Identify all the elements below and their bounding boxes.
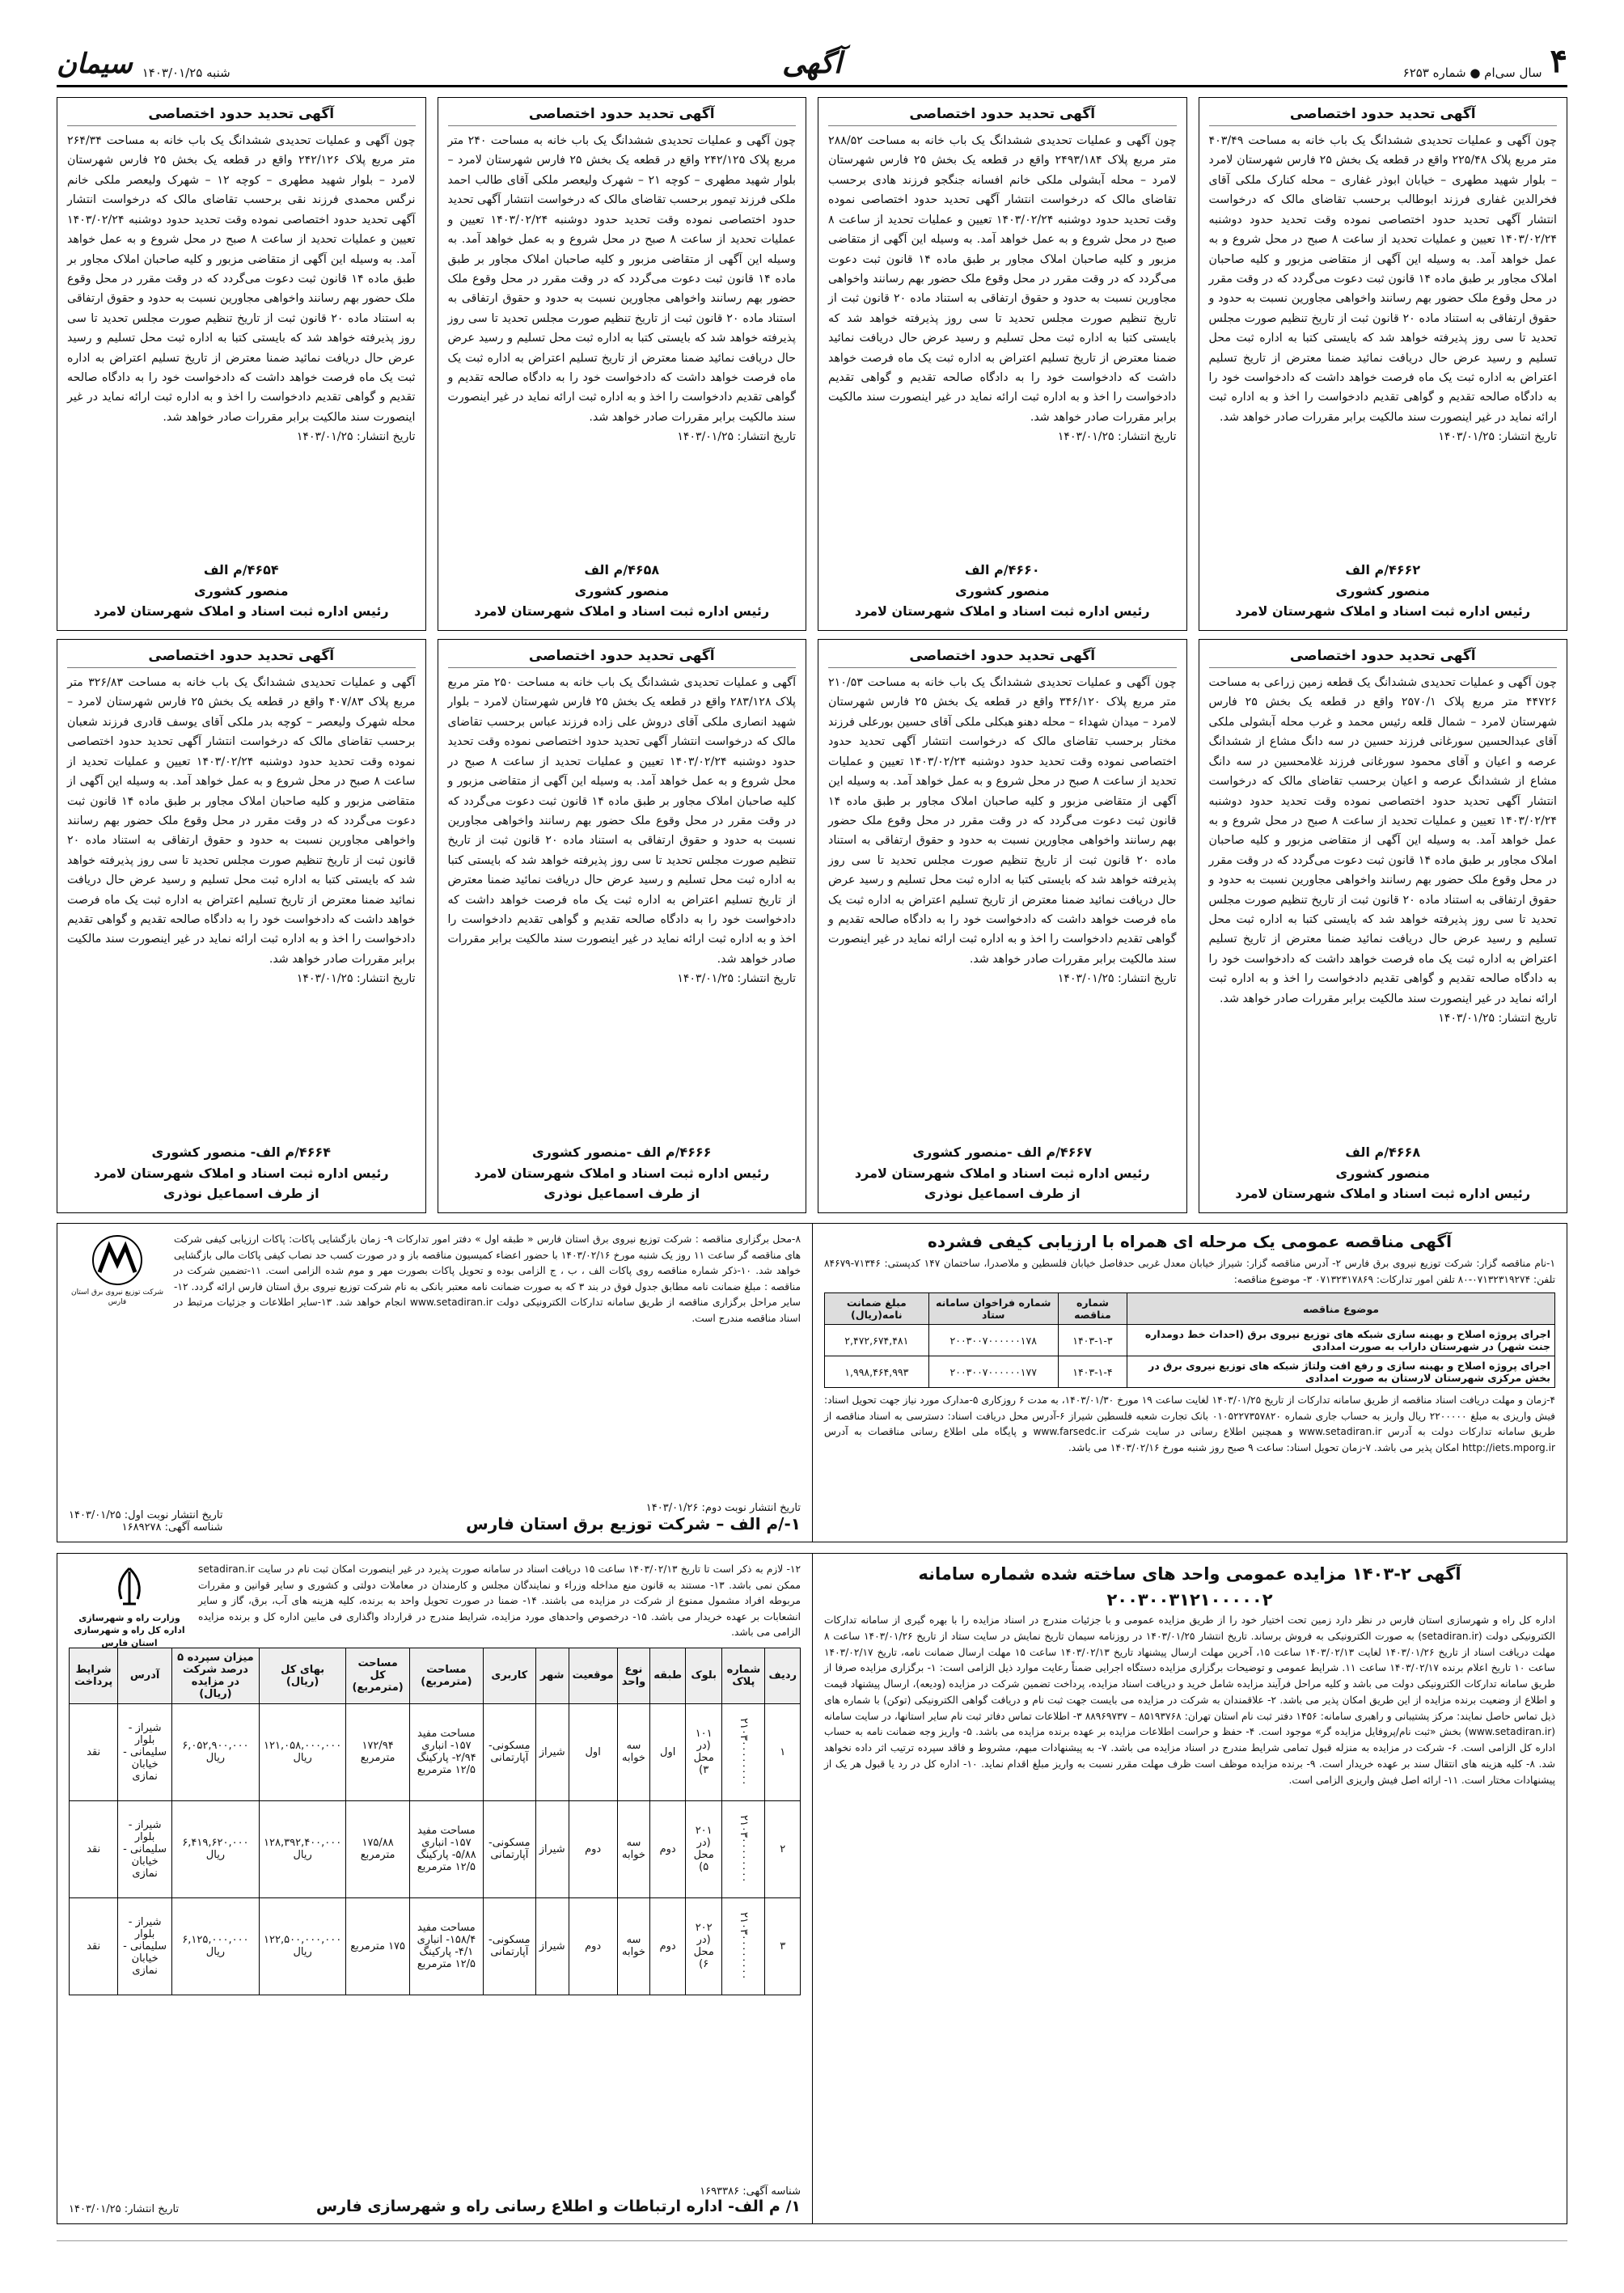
notice-body: چون آگهی و عملیات تحدیدی ششدانگ یک باب خانه به مساحت ۲۶۴/۳۴ متر مربع پلاک ۲۴۲/۱۲۶ واقع در قطعه یک بخش ۲۵ فارس شهرستان لامرد – بلوار شهید مطهری – کوچه ۱۲ – شهرک ولیعصر ملکی خانم نرگس محمدی فرزند نقی برحسب تقاضای مالک که درخواست انتشار آگهی تحدید حدود اختصاصی نموده وقت تحدید حدود دوشنبه ۱۴۰۳/۰۲/۲۴ تعیین و عملیات تحدید از ساعت ۸ صبح در محل شروع و به عمل خواهد آمد. به وسیله این آگهی از متقاضی مزبور و کلیه صاحبان املاک مجاور بر طبق ماده ۱۴ قانون ثبت دعوت می‌گردد که در وقت مقرر در محل وقوع ملک حضور بهم رسانند واخواهی مجاورین نسبت به حدود و حقوق ارتفاقی به استناد ماده ۲۰ قانون ثبت از تاریخ تنظیم صورت مجلس تحدید تا سی روز پذیرفته خواهد شد که بایستی کتبا به اداره ثبت محل تسلیم و رسید عرض حال دریافت نمائید ضمنا معترض از تاریخ تسلیم اعتراض به اداره ثبت یک ماه فرصت خواهد داشت که دادخواست خود را به دادگاه صالحه تقدیم و گواهی تقدیم دادخواست را اخذ و به اداره ثبت ارائه نماید در غیر اینصورت سند مالکیت برابر مقررات صادر خواهد شد. — [67, 134, 416, 424]
tender-ad-id: شناسه آگهی: ۱۶۸۹۲۷۸ — [121, 1521, 223, 1534]
page-number: ۴ — [1550, 42, 1567, 80]
table-row — [70, 1897, 801, 1995]
auction-signer: ۱/ م الف- اداره ارتباطات و اطلاع رسانی راه و شهرسازی فارس — [315, 2198, 801, 2215]
notice-title: آگهی تحدید حدود اختصاصی — [448, 648, 797, 668]
bottom-divider — [57, 2240, 1567, 2241]
tender-intro: ۱-نام مناقصه گزار: شرکت توزیع نیروی برق فارس ۲- آدرس مناقصه گزار: شیراز خیابان معدل غربی حدفاصل خیابان فلسطین و ملاصدرا، ساختمان ۱۴۷ کدپستی: ۷۱۳۴۶-۸۴۶۷۹ تلفن: ۰۷۱۳۲۳۱۹۲۷۴-۸۰ تلفن امور تدارکات: ۰۷۱۳۲۳۱۷۸۶۹ ۳- موضوع مناقصه: — [824, 1258, 1555, 1285]
table-row — [825, 1325, 1555, 1356]
table-header: میزان سپرده ۵ درصد شرکت در مزایده (ریال) — [171, 1648, 259, 1703]
table-cell: اجرای پروژه اصلاح و بهینه سازی و رفع افت ولتاژ شبکه های توزیع نیروی برق در بخش مرکزی شهرستان لارستان به صورت امدادی — [1127, 1356, 1555, 1388]
table-cell: ۱۴۰۳-۱-۴ — [1058, 1356, 1127, 1388]
table-cell: اول — [650, 1703, 686, 1800]
notice-title: آگهی تحدید حدود اختصاصی — [1209, 106, 1558, 126]
tender-notice — [57, 1223, 1567, 1542]
table-cell: سه خوابه — [617, 1800, 650, 1897]
company-label: شرکت توزیع نیروی برق استان فارس — [70, 1288, 163, 1306]
tender-date-first: تاریخ انتشار نوبت اول: ۱۴۰۳/۰۱/۲۵ — [69, 1509, 223, 1521]
notice-title: آگهی تحدید حدود اختصاصی — [1209, 648, 1558, 668]
table-cell: ۲۰۱ (در محل ۵) — [686, 1800, 722, 1897]
tender-footer — [69, 1502, 801, 1534]
masthead — [57, 42, 1567, 87]
table-header: مساحت (مترمربع) — [409, 1648, 483, 1703]
notice-body: چون آگهی و عملیات تحدیدی ششدانگ یک باب خانه به مساحت ۴۰۳/۴۹ متر مربع پلاک ۲۲۵/۴۸ واقع در قطعه یک بخش ۲۵ فارس شهرستان لامرد – بلوار شهید مطهری – خیابان ابوذر غفاری – محله کنارک ملکی آقای فخرالدین غفاری فرزند ابوطالب برحسب تقاضای مالک که درخواست انتشار آگهی تحدید حدود اختصاصی نموده وقت تحدید حدود دوشنبه ۱۴۰۳/۰۲/۲۴ تعیین و عملیات تحدید از ساعت ۸ صبح در محل شروع و به عمل خواهد آمد. به وسیله این آگهی از متقاضی مزبور و کلیه صاحبان املاک مجاور بر طبق ماده ۱۴ قانون ثبت دعوت می‌گردد که در وقت مقرر در محل وقوع ملک حضور بهم رسانند واخواهی مجاورین نسبت به حدود و حقوق ارتفاقی به استناد ماده ۲۰ قانون ثبت از تاریخ تنظیم صورت مجلس تحدید تا سی روز پذیرفته خواهد شد که بایستی کتبا به اداره ثبت محل تسلیم و رسید عرض حال دریافت نمائید ضمنا معترض از تاریخ تسلیم اعتراض به اداره ثبت یک ماه فرصت خواهد داشت که دادخواست خود را به دادگاه صالحه تقدیم و گواهی تقدیم دادخواست را اخذ و به اداره ثبت ارائه نماید در غیر اینصورت سند مالکیت برابر مقررات صادر خواهد شد. — [1208, 134, 1558, 424]
table-cell: اجرای پروژه اصلاح و بهینه سازی شبکه های توزیع نیروی برق (احداث خط دومداره جنت شهر) در شهرستان داراب به صورت امدادی — [1127, 1325, 1555, 1356]
table-cell: شیراز - بلوار سلیمانی - خیابان نمازی — [118, 1897, 172, 1995]
tender-notes: ۴-زمان و مهلت دریافت اسناد مناقصه از طریق سامانه تدارکات از تاریخ ۱۴۰۳/۰۱/۲۵ لغایت ساعت ۱۹ مورخ ۱۴۰۳/۰۱/۳۰، به مدت ۶ روزکاری ۵-مدارک مورد نیاز جهت تحویل اسناد: فیش واریزی به مبلغ ۲۲۰۰۰۰۰ ریال واریز به حساب جاری شماره ۰۱۰۵۲۲۷۳۵۷۸۲۰ بانک تجارت شعبه فلسطین شیراز ۶-آدرس محل دریافت اسناد: دسترسی به اسناد مناقصه از طریق سامانه تدارکات دولت به آدرس www.setadiran.ir و همچنین اطلاع رسانی در سایت شرکت www.farsedc.ir و پایگاه ملی اطلاع رسانی مناقصات به آدرس http://iets.mporg.ir امکان پذیر می باشد. ۷-زمان تحویل اسناد: ساعت ۹ صبح روز شنبه مورخ ۱۴۰۳/۰۲/۱۶ می باشد. — [824, 1394, 1556, 1453]
table-cell: مسکونی- آپارتمانی — [483, 1897, 535, 1995]
notices-row-2 — [57, 639, 1567, 1213]
emblem-line: اداره کل راه و شهرسازی استان فارس — [74, 1625, 185, 1648]
table-cell: ۲۰۰۳۰۰۷۰۰۰۰۰۰۱۷۷ — [928, 1356, 1058, 1388]
masthead-left — [57, 48, 230, 80]
auction-notice — [57, 1553, 1567, 2224]
auction-intro: اداره کل راه و شهرسازی استان فارس در نظر دارد زمین تحت اختیار خود را از طریق مزایده عمومی و با جزئیات مندرج در اسناد مزایده را با بهره گیری از سامانه تدارکات الکترونیکی دولت (setadiran.ir) به صورت الکترونیکی به فروش برساند. تاریخ انتشار ۱۴۰۳/۰۱/۲۵ در روزنامه سیمان تاریخ نمایش در سایت ستاد از تاریخ ۱۴۰۳/۰۱/۲۶ ساعت ۸ مهلت دریافت اسناد از تاریخ ۱۴۰۳/۰۱/۲۶ لغایت ۱۴۰۳/۰۲/۱۳ ساعت ۱۵، آخرین مهلت ارسال پیشنهاد تاریخ ۱۴۰۳/۰۲/۱۳ ساعت ۱۵ مهلت ارسال ضمانت نامه، تاریخ ۱۴۰۳/۰۲/۱۷ ساعت ۱۰ تاریخ اعلام برنده ۱۴۰۳/۰۲/۱۷ ساعت ۱۱. شرایط عمومی و توضیحات برگزاری مزایده دستگاه اجرایی ضمناً رعایت موارد ذیل الزامی است: ۱- برگزاری مزایده صرفا از طریق سامانه تدارکات الکترونیکی دولت می باشد و کلیه مراحل فرآیند مزایده شامل خرید و دریافت اسناد مزایده، پرداخت تضمین شرکت در مزایده (ودیعه)، ارسال پیشنهاد قیمت و اطلاع از وضعیت برنده مزایده از این طریق امکان پذیر می باشد. ۲- علاقمندان به شرکت در مزایده می بایست جهت ثبت نام و دریافت گواهی الکترونیکی (توکن) با شماره های ذیل تماس حاصل نمایند: مرکز پشتیبانی و راهبری سامانه: ۱۴۵۶ دفتر ثبت نام استان تهران: ۸۵۱۹۳۷۶۸ – ۸۸۹۶۹۷۳۷ ۳- اطلاعات تماس دفاتر ثبت نام سایر استانها، در سایت سامانه (www.setadiran.ir) بخش «ثبت نام/پروفایل مزایده گر» موجود است. ۴- حفظ و حراست اطلاعات مزایده بر عهده برنده مزایده می باشد. ۵- واریز وجه ضمانت نامه به حساب اداره کل الزامی است. ۶- شرکت در مزایده به منزله قبول تمامی شرایط مندرج در اسناد مزایده می باشد. ۷- به پیشنهادات مبهم، مشروط و فاقد سپرده ترتیب اثر داده نخواهد شد. ۸- کلیه هزینه های انتقال سند بر عهده خریدار است. ۹- برنده مزایده موظف است ظرف مهلت مقرر نسبت به واریز مبلغ اقدام نماید. ۱۰- اداره کل در رد یا قبول هر یک از پیشنهادات مختار است. ۱۱- ارائه اصل فیش واریزی الزامی است. — [824, 1614, 1556, 1786]
notice-extra: از طرف اسماعیل نوذری — [163, 1186, 319, 1202]
notice-title: آگهی تحدید حدود اختصاصی — [828, 106, 1177, 126]
table-cell: ۱۴۰۳-۱-۳ — [1058, 1325, 1127, 1356]
table-cell: ۲ — [765, 1800, 801, 1897]
issue-date: شنبه ۱۴۰۳/۰۱/۲۵ — [142, 66, 230, 80]
ministry-emblem — [69, 1563, 190, 1649]
auction-signature-block — [316, 2185, 801, 2215]
notice-title: آگهی تحدید حدود اختصاصی — [67, 648, 416, 668]
table-header: بلوک — [686, 1648, 722, 1703]
notice-role: رئیس اداره ثبت اسناد و املاک شهرستان لامرد — [1235, 603, 1531, 620]
notice-role: رئیس اداره ثبت اسناد و املاک شهرستان لامرد — [1235, 1186, 1531, 1202]
table-cell: ۱۲۸,۳۹۲,۴۰۰,۰۰۰ ریال — [259, 1800, 345, 1897]
notice-role: رئیس اداره ثبت اسناد و املاک شهرستان لامرد — [474, 603, 770, 620]
auction-table — [69, 1648, 801, 1995]
table-header: نوع واحد — [617, 1648, 650, 1703]
notice — [1199, 97, 1568, 631]
table-cell: سه خوابه — [617, 1703, 650, 1800]
table-header: طبقه — [650, 1648, 686, 1703]
table-row — [825, 1356, 1555, 1388]
notice-date: تاریخ انتشار: ۱۴۰۳/۰۱/۲۵ — [1438, 1012, 1557, 1026]
table-header: آدرس — [118, 1648, 172, 1703]
table-cell: نقد — [70, 1800, 118, 1897]
table-cell: مساحت مفید ۱۵۷- انباری ۵/۸۸- پارکینگ ۱۲/۵ مترمربع — [409, 1800, 483, 1897]
notice-body: چون آگهی و عملیات تحدیدی ششدانگ یک باب خانه به مساحت ۲۱۰/۵۳ متر مربع پلاک ۳۴۶/۱۲۰ واقع در قطعه یک بخش ۲۵ فارس شهرستان لامرد – میدان شهداء – محله دهنو هبکلی ملکی آقای حسین بورعلی فرزند مختار برحسب تقاضای مالک که درخواست انتشار آگهی تحدید حدود اختصاصی نموده وقت تحدید حدود دوشنبه ۱۴۰۳/۰۲/۲۴ تعیین و عملیات تحدید از ساعت ۸ صبح در محل شروع و به عمل خواهد آمد. به وسیله این آگهی از متقاضی مزبور و کلیه صاحبان املاک مجاور بر طبق ماده ۱۴ قانون ثبت دعوت می‌گردد که در وقت مقرر در محل وقوع ملک حضور بهم رسانند واخواهی مجاورین نسبت به حدود و حقوق ارتفاقی به استناد ماده ۲۰ قانون ثبت از تاریخ تنظیم صورت مجلس تحدید تا سی روز پذیرفته خواهد شد که بایستی کتبا به اداره ثبت محل تسلیم و رسید عرض حال دریافت نمائید ضمنا معترض از تاریخ تسلیم اعتراض به اداره ثبت یک ماه فرصت خواهد داشت که دادخواست خود را به دادگاه صالحه تقدیم و گواهی تقدیم دادخواست را اخذ و به اداره ثبت ارائه نماید در غیر اینصورت سند مالکیت برابر مقررات صادر خواهد شد. — [828, 676, 1177, 966]
table-cell: ۶,۴۱۹,۶۲۰,۰۰۰ ریال — [171, 1800, 259, 1897]
tender-left-column — [57, 1224, 812, 1542]
table-cell: نقد — [70, 1703, 118, 1800]
table-header-row — [70, 1648, 801, 1703]
emblem-line: وزارت راه و شهرسازی — [78, 1613, 180, 1623]
table-cell: ۲,۴۷۲,۶۷۴,۴۸۱ — [825, 1325, 929, 1356]
notice — [438, 97, 807, 631]
auction-footer — [69, 2179, 801, 2215]
table-cell: ۶,۰۵۲,۹۰۰,۰۰۰ ریال — [171, 1703, 259, 1800]
notice-date: تاریخ انتشار: ۱۴۰۳/۰۱/۲۵ — [1057, 972, 1177, 986]
table-cell: ۶,۱۲۵,۰۰۰,۰۰۰ ریال — [171, 1897, 259, 1995]
tender-date-second: تاریخ انتشار نوبت دوم: ۱۴۰۳/۰۱/۲۶ — [645, 1502, 801, 1514]
auction-date: تاریخ انتشار: ۱۴۰۳/۰۱/۲۵ — [69, 2203, 180, 2215]
table-cell: ۳ — [765, 1897, 801, 1995]
tender-right-column — [812, 1224, 1567, 1542]
table-header: ردیف — [765, 1648, 801, 1703]
notice-number: ۴۶۶۲/م الف — [1345, 562, 1421, 578]
table-cell: شیراز - بلوار سلیمانی - خیابان نمازی — [118, 1703, 172, 1800]
notice-title: آگهی تحدید حدود اختصاصی — [448, 106, 797, 126]
notice-number: ۴۶۵۴/م الف — [203, 562, 279, 578]
notice-number: ۴۶۶۰/م الف — [964, 562, 1040, 578]
table-header: شماره پلاک — [722, 1648, 765, 1703]
table-cell: مسکونی- آپارتمانی — [483, 1800, 535, 1897]
notice-signer: منصور کشوری — [1335, 1165, 1430, 1181]
notice-date: تاریخ انتشار: ۱۴۰۳/۰۱/۲۵ — [296, 972, 416, 986]
notice-signature — [67, 560, 416, 622]
table-cell: شیراز — [535, 1703, 569, 1800]
notice-body: آگهی و عملیات تحدیدی ششدانگ یک باب خانه به مساحت ۲۵۰ متر مربع پلاک ۲۸۳/۱۲۸ واقع در قطعه یک بخش ۲۵ فارس شهرستان لامرد – بلوار شهید انصاری ملکی آقای دروش علی زاده فرزند عباس برحسب تقاضای مالک که درخواست انتشار آگهی تحدید حدود اختصاصی نموده وقت تحدید حدود دوشنبه ۱۴۰۳/۰۲/۲۴ تعیین و عملیات تحدید از ساعت ۸ صبح در محل شروع و به عمل خواهد آمد. به وسیله این آگهی از متقاضی مزبور و کلیه صاحبان املاک مجاور بر طبق ماده ۱۴ قانون ثبت دعوت می‌گردد که در وقت مقرر در محل وقوع ملک حضور بهم رسانند واخواهی مجاورین نسبت به حدود و حقوق ارتفاقی به استناد ماده ۲۰ قانون ثبت از تاریخ تنظیم صورت مجلس تحدید تا سی روز پذیرفته خواهد شد که بایستی کتبا به اداره ثبت محل تسلیم و رسید عرض حال دریافت نمائید ضمنا معترض از تاریخ تسلیم اعتراض به اداره ثبت یک ماه فرصت خواهد داشت که دادخواست خود را به دادگاه صالحه تقدیم و گواهی تقدیم دادخواست را اخذ و به اداره ثبت ارائه نماید در غیر اینصورت سند مالکیت برابر مقررات صادر خواهد شد. — [447, 676, 797, 966]
table-cell: ۱۰۱ (در محل ۳) — [686, 1703, 722, 1800]
table-header: شهر — [535, 1648, 569, 1703]
auction-ad-id: شناسه آگهی: ۱۶۹۳۳۸۶ — [700, 2185, 801, 2198]
notice-number: ۴۶۶۷/م الف -منصور کشوری — [912, 1144, 1092, 1161]
table-cell: ۱۷۲/۹۴ مترمربع — [346, 1703, 410, 1800]
table-cell: مسکونی- آپارتمانی — [483, 1703, 535, 1800]
masthead-right — [1403, 42, 1567, 80]
table-header: موقعیت — [569, 1648, 617, 1703]
table-cell: ۲۱۰۳۰۰۰۰۰۰۰۰ — [722, 1703, 765, 1800]
auction-notes: ۱۲- لازم به ذکر است تا تاریخ ۱۴۰۳/۰۲/۱۳ ساعت ۱۵ دریافت اسناد در سامانه صورت پذیرد در غیر اینصورت امکان ثبت نام در سایت setadiran.ir ممکن نمی باشد. ۱۳- مستند به قانون منع مداخله وزراء و نمایندگان مجلس و کارمندان در معاملات دولتی و کشوری و سایر قوانین و مقررات مربوطه افراد مشمول ممنوع از شرکت در مزایده می باشند. ۱۴- ضمنا در صورت تحویل واحد به برنده، کلیه هزینه های آب، برق، گاز و سایر انشعابات بر عهده خریدار می باشد. ۱۵- درخصوص واحدهای مورد مزایده، شرایط مندرج در قرارداد واگذاری فی مابین اداره کل و برنده مزایده الزامی می باشد. — [198, 1563, 801, 1639]
notice-number: ۴۶۶۴/م الف- منصور کشوری — [151, 1144, 331, 1161]
notice-date: تاریخ انتشار: ۱۴۰۳/۰۱/۲۵ — [1438, 430, 1557, 444]
notice-signer: منصور کشوری — [1335, 582, 1430, 599]
table-cell: ۱,۹۹۸,۴۶۴,۹۹۳ — [825, 1356, 929, 1388]
notice-body: آگهی و عملیات تحدیدی ششدانگ یک باب خانه به مساحت ۳۲۶/۸۳ متر مربع پلاک ۴۰۷/۸۳ واقع در قطعه یک بخش ۲۵ فارس شهرستان لامرد – محله شهرک ولیعصر – کوچه بدر ملکی آقای یوسف قادری فرزند شعبان برحسب تقاضای مالک که درخواست انتشار آگهی تحدید حدود اختصاصی نموده وقت تحدید حدود دوشنبه ۱۴۰۳/۰۲/۲۴ تعیین و عملیات تحدید از ساعت ۸ صبح در محل شروع و به عمل خواهد آمد. به وسیله این آگهی از متقاضی مزبور و کلیه صاحبان املاک مجاور بر طبق ماده ۱۴ قانون ثبت دعوت می‌گردد که در وقت مقرر در محل وقوع ملک حضور بهم رسانند واخواهی مجاورین نسبت به حدود و حقوق ارتفاقی به استناد ماده ۲۰ قانون ثبت از تاریخ تنظیم صورت مجلس تحدید تا سی روز پذیرفته خواهد شد که بایستی کتبا به اداره ثبت محل تسلیم و رسید عرض حال دریافت نمائید ضمنا معترض از تاریخ تسلیم اعتراض به اداره ثبت یک ماه فرصت خواهد داشت که دادخواست خود را به دادگاه صالحه تقدیم و گواهی تقدیم دادخواست را اخذ و به اداره ثبت ارائه نماید در غیر اینصورت سند مالکیت برابر مقررات صادر خواهد شد. — [67, 676, 416, 966]
table-cell: شیراز — [535, 1897, 569, 1995]
auction-left-column — [57, 1554, 812, 2223]
table-cell: دوم — [650, 1800, 686, 1897]
notice-role: رئیس اداره ثبت اسناد و املاک شهرستان لامرد — [854, 603, 1150, 620]
notice-date: تاریخ انتشار: ۱۴۰۳/۰۱/۲۵ — [296, 430, 416, 444]
notice-number: ۴۶۶۸/م الف — [1345, 1144, 1421, 1161]
tender-signature — [466, 1502, 801, 1534]
notice-signature — [1209, 560, 1558, 622]
notice-signer: منصور کشوری — [193, 582, 289, 599]
table-cell: ۱۷۵ مترمربع — [346, 1897, 410, 1995]
iran-emblem-icon — [105, 1563, 154, 1612]
notice-signature — [828, 1142, 1177, 1204]
table-header: شماره فراخوان سامانه ستاد — [928, 1293, 1058, 1325]
notice-date: تاریخ انتشار: ۱۴۰۳/۰۱/۲۵ — [1057, 430, 1177, 444]
tender-meta — [69, 1509, 222, 1534]
year-issue: سال سی‌ام ● شماره ۶۲۵۳ — [1402, 66, 1542, 80]
newspaper-logo: سیمان — [57, 48, 133, 80]
notices-row-1 — [57, 97, 1567, 631]
table-header: مبلغ ضمانت نامه(ریال) — [825, 1293, 929, 1325]
table-header: مساحت کل (مترمربع) — [346, 1648, 410, 1703]
tender-table — [824, 1292, 1555, 1388]
notice — [818, 639, 1187, 1213]
notice — [57, 639, 426, 1213]
notice-role: رئیس اداره ثبت اسناد و املاک شهرستان لامرد — [474, 1165, 770, 1181]
section-title: آگهی — [782, 46, 842, 80]
notice-signature — [448, 1142, 797, 1204]
table-row — [70, 1703, 801, 1800]
notice-extra: از طرف اسماعیل نوذری — [543, 1186, 700, 1202]
tender-title: آگهی مناقصه عمومی یک مرحله ای همراه با ارزیابی کیفی فشرده — [928, 1232, 1452, 1251]
notice-signature — [67, 1142, 416, 1204]
table-header: موضوع مناقصه — [1127, 1293, 1555, 1325]
notice-role: رئیس اداره ثبت اسناد و املاک شهرستان لامرد — [854, 1165, 1150, 1181]
table-cell: سه خوابه — [617, 1897, 650, 1995]
table-cell: دوم — [569, 1800, 617, 1897]
electricity-company-logo-icon — [85, 1232, 150, 1288]
table-cell: ۱۷۵/۸۸ مترمربع — [346, 1800, 410, 1897]
table-cell: ۲۰۰۳۰۰۷۰۰۰۰۰۰۱۷۸ — [928, 1325, 1058, 1356]
notice-number: ۴۶۶۶/م الف -منصور کشوری — [532, 1144, 712, 1161]
table-cell: دوم — [650, 1897, 686, 1995]
notice-body: چون آگهی و عملیات تحدیدی ششدانگ یک باب خانه به مساحت ۲۴۰ متر مربع پلاک ۲۴۲/۱۲۵ واقع در قطعه یک بخش ۲۵ فارس شهرستان لامرد – بلوار شهید مطهری – کوچه ۲۱ – شهرک ولیعصر ملکی آقای طالب احمد ملکی فرزند تیمور برحسب تقاضای مالک که درخواست انتشار آگهی تحدید حدود اختصاصی نموده وقت تحدید حدود دوشنبه ۱۴۰۳/۰۲/۲۴ تعیین و عملیات تحدید از ساعت ۸ صبح در محل شروع و به عمل خواهد آمد. به وسیله این آگهی از متقاضی مزبور و کلیه صاحبان املاک مجاور بر طبق ماده ۱۴ قانون ثبت دعوت می‌گردد که در وقت مقرر در محل وقوع ملک حضور بهم رسانند واخواهی مجاورین نسبت به حدود و حقوق ارتفاقی به استناد ماده ۲۰ قانون ثبت از تاریخ تنظیم صورت مجلس تحدید تا سی روز پذیرفته خواهد شد که بایستی کتبا به اداره ثبت محل تسلیم و رسید عرض حال دریافت نمائید ضمنا معترض از تاریخ تسلیم اعتراض به اداره ثبت یک ماه فرصت خواهد داشت که دادخواست خود را به دادگاه صالحه تقدیم و گواهی تقدیم دادخواست را اخذ و به اداره ثبت ارائه نماید در غیر اینصورت سند مالکیت برابر مقررات صادر خواهد شد. — [447, 134, 796, 424]
notice-signer: منصور کشوری — [574, 582, 669, 599]
auction-title-number: ۲۰۰۳۰۰۳۱۲۱۰۰۰۰۰۲ — [1106, 1589, 1273, 1610]
notice — [818, 97, 1187, 631]
table-cell: مساحت مفید ۱۵۸/۴- انباری ۴/۱- پارکینگ ۱۲/۵ مترمربع — [409, 1897, 483, 1995]
notice — [1199, 639, 1568, 1213]
notice-role: رئیس اداره ثبت اسناد و املاک شهرستان لامرد — [93, 603, 389, 620]
table-cell: مساحت مفید ۱۵۷- انباری ۲/۹۴- پارکینگ ۱۲/۵ مترمربع — [409, 1703, 483, 1800]
table-header: شرایط پرداخت — [70, 1648, 118, 1703]
table-header: بهای کل (ریال) — [259, 1648, 345, 1703]
table-cell: ۱۲۲,۵۰۰,۰۰۰,۰۰۰ ریال — [259, 1897, 345, 1995]
auction-right-column — [812, 1554, 1567, 2223]
notice-signature — [1209, 1142, 1558, 1204]
table-header-row — [825, 1293, 1555, 1325]
notice — [57, 97, 426, 631]
auction-title: آگهی ۲-۱۴۰۳ مزایده عمومی واحد های ساخته شده شماره سامانه — [918, 1564, 1461, 1584]
notice-date: تاریخ انتشار: ۱۴۰۳/۰۱/۲۵ — [677, 430, 796, 444]
notice-role: رئیس اداره ثبت اسناد و املاک شهرستان لامرد — [93, 1165, 389, 1181]
notice-title: آگهی تحدید حدود اختصاصی — [828, 648, 1177, 668]
table-row — [70, 1800, 801, 1897]
table-cell: دوم — [569, 1897, 617, 1995]
table-cell: شیراز - بلوار سلیمانی - خیابان نمازی — [118, 1800, 172, 1897]
table-cell: ۲۱۰۳۰۰۰۰۰۰۰۰ — [722, 1800, 765, 1897]
notice-signer: منصور کشوری — [954, 582, 1050, 599]
table-cell: ۱ — [765, 1703, 801, 1800]
table-header: کاربری — [483, 1648, 535, 1703]
table-header: شماره مناقصه — [1058, 1293, 1127, 1325]
company-emblem — [69, 1232, 166, 1307]
table-cell: ۱۲۱,۰۵۸,۰۰۰,۰۰۰ ریال — [259, 1703, 345, 1800]
table-cell: اول — [569, 1703, 617, 1800]
notice — [438, 639, 807, 1213]
notice-number: ۴۶۵۸/م الف — [584, 562, 660, 578]
notice-extra: از طرف اسماعیل نوذری — [924, 1186, 1081, 1202]
notice-signature — [448, 560, 797, 622]
table-cell: ۲۰۲ (در محل ۶) — [686, 1897, 722, 1995]
notice-title: آگهی تحدید حدود اختصاصی — [67, 106, 416, 126]
notice-body: چون آگهی و عملیات تحدیدی ششدانگ یک باب خانه به مساحت ۲۸۸/۵۲ متر مربع پلاک ۲۴۹۳/۱۸۴ واقع در قطعه یک بخش ۲۵ فارس شهرستان لامرد – محله آبشولی ملکی خانم افسانه جنگجو فرزند هادی برحسب تقاضای مالک که درخواست انتشار آگهی تحدید حدود اختصاصی نموده وقت تحدید حدود دوشنبه ۱۴۰۳/۰۲/۲۴ تعیین و عملیات تحدید از ساعت ۸ صبح در محل شروع و به عمل خواهد آمد. به وسیله این آگهی از متقاضی مزبور و کلیه صاحبان املاک مجاور بر طبق ماده ۱۴ قانون ثبت دعوت می‌گردد که در وقت مقرر در محل وقوع ملک حضور بهم رسانند واخواهی مجاورین نسبت به حدود و حقوق ارتفاقی به استناد ماده ۲۰ قانون ثبت از تاریخ تنظیم صورت مجلس تحدید تا سی روز پذیرفته خواهد شد که بایستی کتبا به اداره ثبت محل تسلیم و رسید عرض حال دریافت نمائید ضمنا معترض از تاریخ تسلیم اعتراض به اداره ثبت یک ماه فرصت خواهد داشت که دادخواست خود را به دادگاه صالحه تقدیم و گواهی تقدیم دادخواست را اخذ و به اداره ثبت ارائه نماید در غیر اینصورت سند مالکیت برابر مقررات صادر خواهد شد. — [828, 134, 1177, 424]
table-cell: شیراز — [535, 1800, 569, 1897]
notice-date: تاریخ انتشار: ۱۴۰۳/۰۱/۲۵ — [677, 972, 796, 986]
notice-body: چون آگهی و عملیات تحدیدی ششدانگ یک قطعه زمین زراعی به مساحت ۴۴۷۲۶ متر مربع پلاک ۲۵۷۰/۱ واقع در قطعه یک بخش ۲۵ فارس شهرستان لامرد – شمال قلعه رئیس محمد و غرب محله آبشولی ملکی آقای عبدالحسین سورغانی فرزند حسین در سه دانگ مشاع از ششدانگ عرصه و اعیان و آقای محمود سورغانی فرزند غلامحسین در سه دانگ مشاع از ششدانگ عرصه و اعیان برحسب تقاضای مالک که درخواست انتشار آگهی تحدید حدود اختصاصی نموده وقت تحدید حدود دوشنبه ۱۴۰۳/۰۲/۲۴ تعیین و عملیات تحدید از ساعت ۸ صبح در محل شروع و به عمل خواهد آمد. به وسیله این آگهی از متقاضی مزبور و کلیه صاحبان املاک مجاور بر طبق ماده ۱۴ قانون ثبت دعوت می‌گردد که در وقت مقرر در محل وقوع ملک حضور بهم رسانند واخواهی مجاورین نسبت به حدود و حقوق ارتفاقی به استناد ماده ۲۰ قانون ثبت از تاریخ تنظیم صورت مجلس تحدید تا سی روز پذیرفته خواهد شد که بایستی کتبا به اداره ثبت محل تسلیم و رسید عرض حال دریافت نمائید ضمنا معترض از تاریخ تسلیم اعتراض به اداره ثبت یک ماه فرصت خواهد داشت که دادخواست خود را به دادگاه صالحه تقدیم و گواهی تقدیم دادخواست را اخذ و به اداره ثبت ارائه نماید در غیر اینصورت سند مالکیت برابر مقررات صادر خواهد شد. — [1208, 676, 1558, 1005]
tender-notes-left: ۸-محل برگزاری مناقصه : شرکت توزیع نیروی برق استان فارس « طبقه اول » دفتر امور تدارکات ۹- زمان بازگشایی پاکات: پاکات ارزیابی کیفی شرکت های مناقصه گر ساعت ۱۱ روز یک شنبه مورخ ۱۴۰۳/۰۲/۱۶ با حضور اعضاء کمیسیون مناقصه باز و در صورت کسب حد نصاب کیفی پاکات مالی بازگشایی خواهد شد. ۱۰-ذکر شماره مناقصه روی پاکات الف ، ب ، ج الزامی بوده و تحویل پاکات بصورت مهر و موم شده الزامی است. ۱۱-تضمین شرکت در مناقصه : مبلغ ضمانت نامه مطابق جدول فوق در بند ۳ که به صورت ضمانت نامه معتبر بانکی به نام شرکت توزیع نیروی برق استان فارس ارائه گردد. ۱۲-سایر مراحل برگزاری مناقصه از طریق سامانه تدارکات الکترونیکی دولت www.setadiran.ir انجام خواهد شد. ۱۳-سایر اطلاعات و جزئیات مرتبط در اسناد مناقصه مندرج است. — [174, 1233, 801, 1324]
table-cell: نقد — [70, 1897, 118, 1995]
table-cell: ۲۱۰۳۰۰۰۰۰۰۰۰ — [722, 1897, 765, 1995]
notice-signature — [828, 560, 1177, 622]
tender-signer: ۱-/م الف – شرکت توزیع برق استان فارس — [466, 1514, 801, 1534]
